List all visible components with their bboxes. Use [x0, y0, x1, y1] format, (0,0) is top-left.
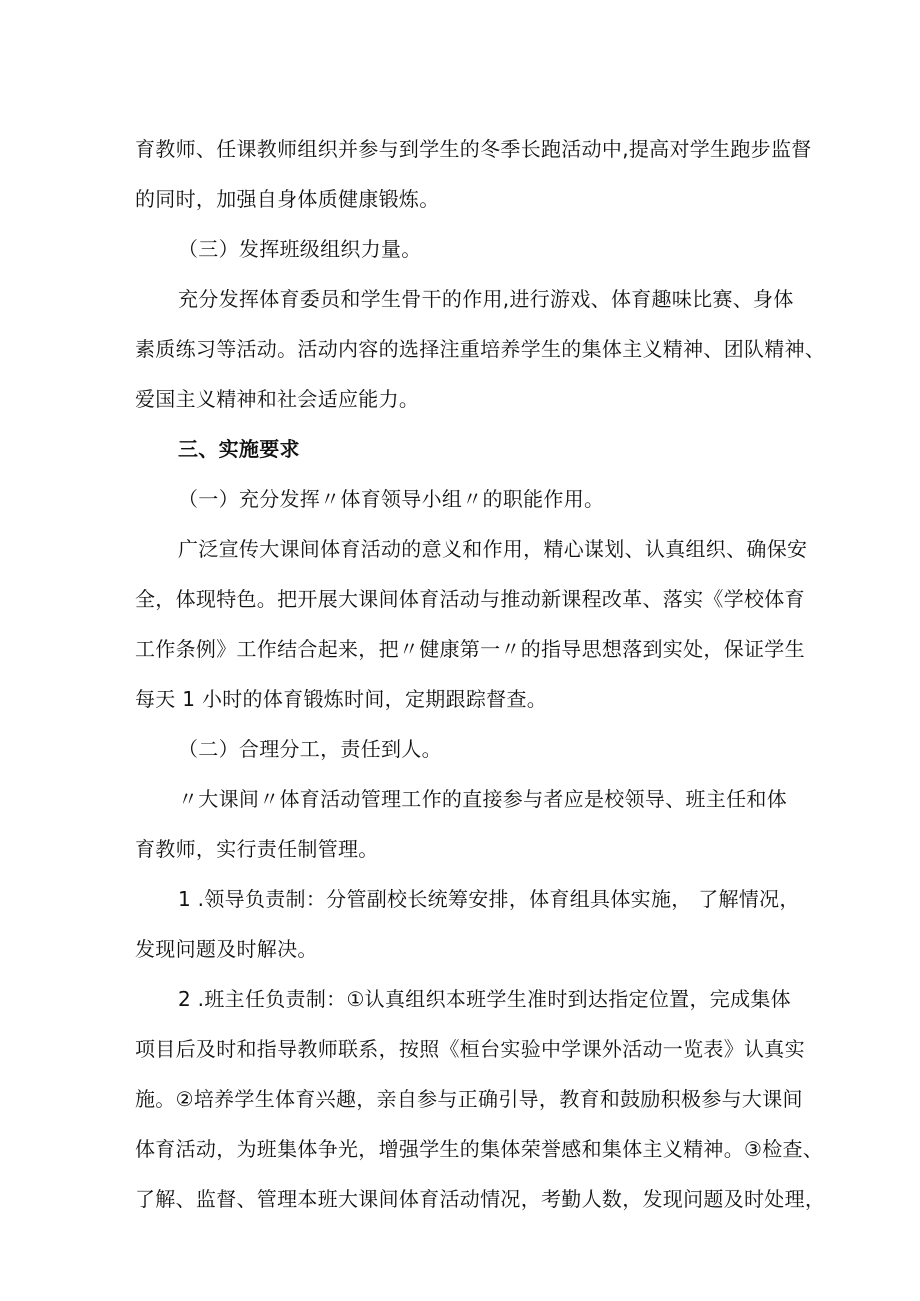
text-line: 爱国主义精神和社会适应能力。 — [135, 387, 420, 411]
document-body — [135, 124, 826, 1224]
text-line: （二）合理分工，责任到人。 — [178, 737, 442, 761]
text-line: 1 .领导负责制：分管副校长统筹安排，体育组具体实施， 了解情况， — [178, 887, 800, 911]
text-line: 三、实施要求 — [178, 437, 300, 461]
text-line: 育教师，实行责任制管理。 — [135, 837, 379, 861]
paragraph-p10 — [135, 974, 826, 1224]
paragraph-p1 — [135, 124, 812, 224]
text-line: 全，体现特色。把开展大课间体育活动与推动新课程改革、落实《学校体育 — [135, 587, 805, 611]
subheading-2 — [135, 724, 795, 774]
text-line: 发现问题及时解决。 — [135, 937, 318, 961]
text-line: 2 .班主任负责制：①认真组织本班学生准时到达指定位置，完成集体 — [178, 987, 791, 1011]
text-line: 工作条例》工作结合起来，把〃健康第一〃的指导思想落到实处，保证学生 — [135, 637, 805, 661]
text-line: 的同时，加强自身体质健康锻炼。 — [135, 187, 440, 211]
text-line: 广泛宣传大课间体育活动的意义和作用，精心谋划、认真组织、确保安 — [178, 537, 808, 561]
text-line: 育教师、任课教师组织并参与到学生的冬季长跑活动中,提高对学生跑步监督 — [135, 137, 812, 161]
text-line: 体育活动，为班集体争光，增强学生的集体荣誉感和集体主义精神。③检查、 — [135, 1137, 824, 1161]
text-line: 项目后及时和指导教师联系，按照《桓台实验中学课外活动一览表》认真实 — [135, 1037, 805, 1061]
subheading-1 — [135, 474, 795, 524]
text-line: 充分发挥体育委员和学生骨干的作用,进行游戏、体育趣味比赛、身体 — [178, 287, 794, 311]
text-line: （一）充分发挥〃体育领导小组〃的职能作用。 — [178, 487, 605, 511]
text-line: 施。②培养学生体育兴趣，亲自参与正确引导，教育和鼓励积极参与大课间 — [135, 1087, 803, 1111]
text-line: 素质练习等活动。活动内容的选择注重培养学生的集体主义精神、团队精神、 — [135, 337, 826, 361]
subheading-3 — [135, 224, 795, 274]
text-line: 每天 1 小时的体育锻炼时间，定期跟踪督查。 — [135, 687, 548, 711]
paragraph-p8 — [135, 774, 795, 874]
paragraph-p3 — [135, 274, 826, 424]
paragraph-p6 — [135, 524, 808, 724]
text-line: 〃大课间〃体育活动管理工作的直接参与者应是校领导、班主任和体 — [178, 787, 787, 811]
text-line: 了解、监督、管理本班大课间体育活动情况，考勤人数，发现问题及时处理， — [135, 1187, 826, 1211]
text-line: （三）发挥班级组织力量。 — [178, 237, 422, 261]
paragraph-p9 — [135, 874, 800, 974]
section-heading — [135, 424, 795, 474]
